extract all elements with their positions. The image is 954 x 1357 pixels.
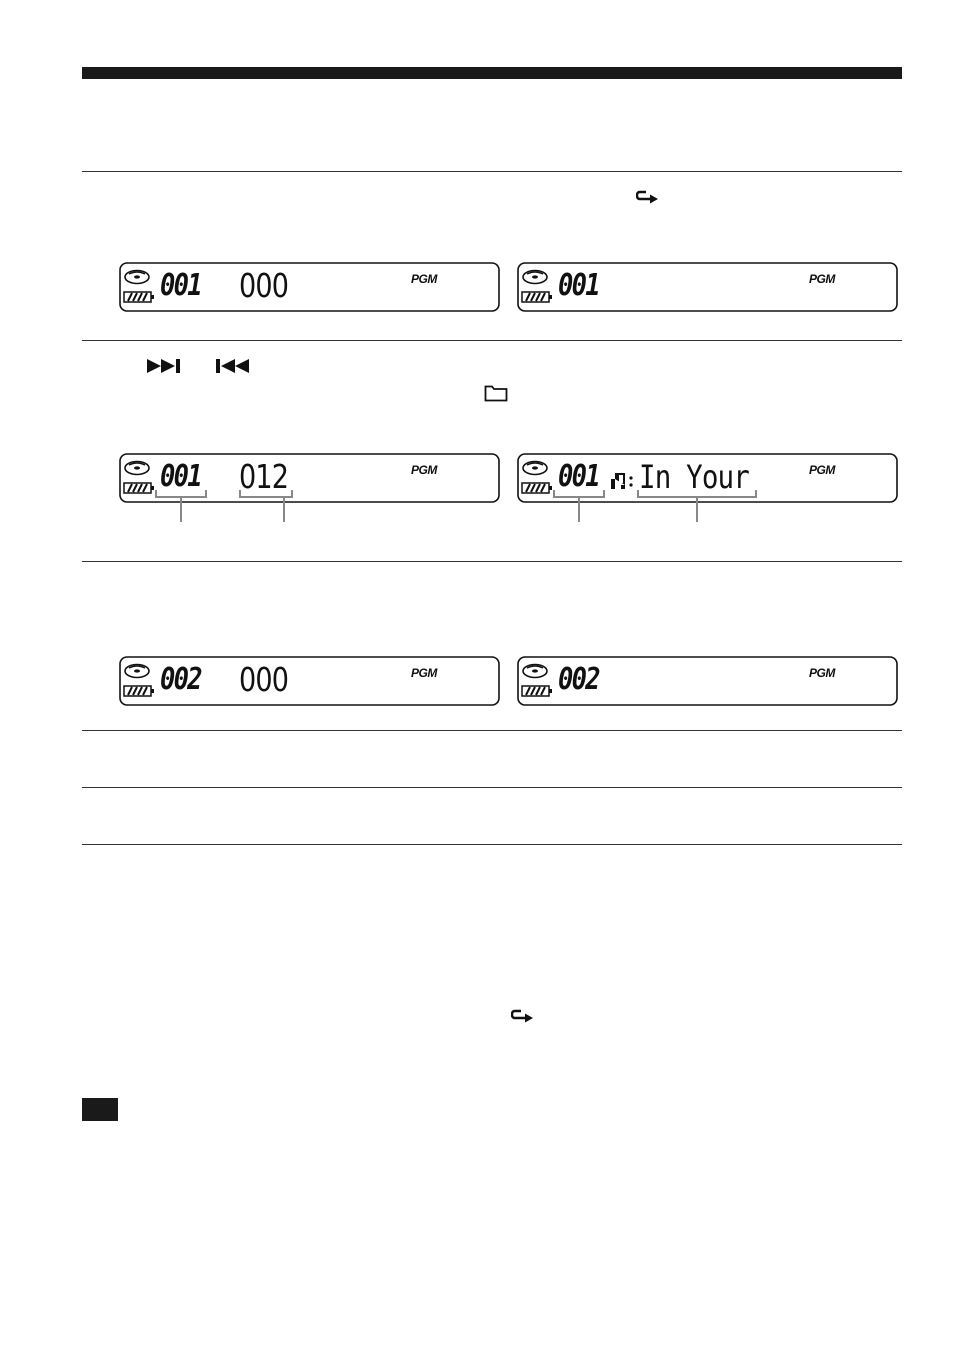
battery-icon [521,684,553,698]
section-divider [82,844,902,845]
lcd-display [517,262,897,312]
battery-icon [521,290,553,304]
mode-indicator: PGM [809,463,835,477]
section-divider [82,787,902,788]
program-number: 001 [558,268,599,303]
program-number: 001 [558,459,599,494]
lcd-display [119,656,499,706]
program-number: 001 [160,459,201,494]
section-divider [82,730,902,731]
mode-indicator: PGM [411,666,437,680]
track-number: 012 [239,457,289,496]
note-label-box [82,1098,118,1121]
section-divider [82,171,902,172]
program-number: 002 [558,662,599,697]
mode-indicator: PGM [809,272,835,286]
repeat-arrow-icon [511,1009,537,1025]
mode-indicator: PGM [411,463,437,477]
folder-icon [484,385,508,402]
track-title: In Your [639,458,749,496]
track-number: 000 [239,660,289,699]
battery-icon [123,290,155,304]
battery-icon [123,684,155,698]
header-bar [82,67,902,79]
lcd-display [517,656,897,706]
repeat-arrow-icon [636,190,662,206]
section-divider [82,561,902,562]
track-number: 000 [239,266,289,305]
next-track-icon [146,358,184,374]
mode-indicator: PGM [809,666,835,680]
previous-track-icon [214,358,252,374]
program-number: 001 [160,268,201,303]
section-divider [82,340,902,341]
lcd-display [119,262,499,312]
program-number: 002 [160,662,201,697]
callout-brackets [150,488,910,524]
mode-indicator: PGM [411,272,437,286]
